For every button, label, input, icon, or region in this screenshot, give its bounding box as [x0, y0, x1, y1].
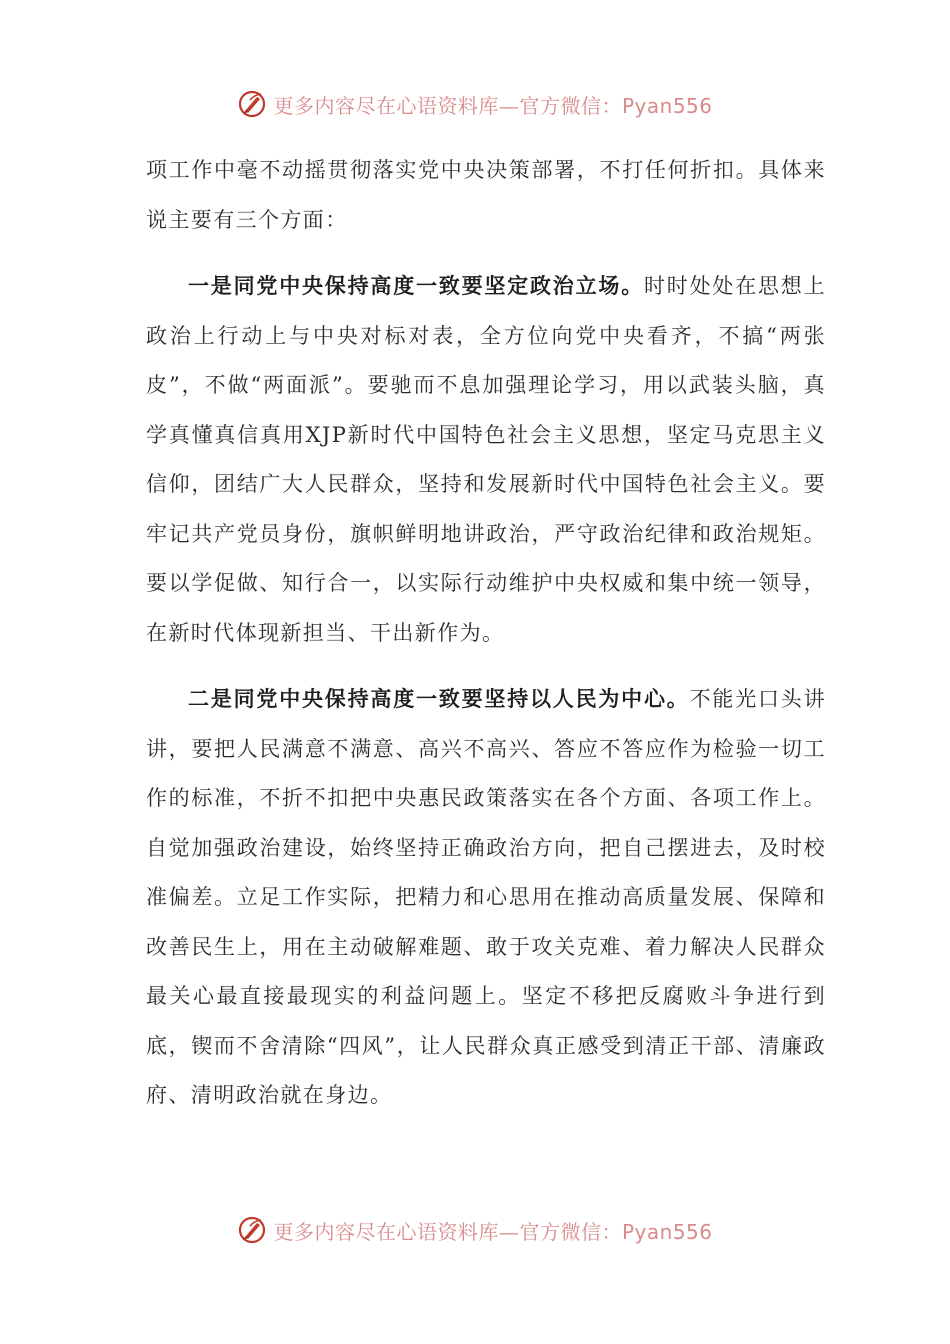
- footer-banner: [0, 1210, 950, 1250]
- point1-lead: 一是同党中央保持高度一致要坚定政治立场。: [188, 273, 644, 298]
- point1-paragraph: [146, 261, 826, 658]
- footer-wechat-id: Pyan556: [621, 1219, 713, 1244]
- point2-paragraph: [146, 674, 826, 1121]
- header-wechat-label: 官方微信：: [519, 93, 622, 118]
- point2-text: 不能光口头讲讲，要把人民满意不满意、高兴不高兴、答应不答应作为检验一切工作的标准，不折不扣把中央惠民政策落实在各个方面、各项工作上。自觉加强政治建设，始终坚持正确政治方向，把自己摆进去，及时校准偏差。立足工作实际，把精力和心思用在推动高质量发展、保障和改善民生上，用在主动破解难题、敢于攻关克难、着力解决人民群众最关心最直接最现实的利益问题上。坚定不移把反腐败斗争进行到底，锲而不舍清除“四风”，让人民群众真正感受到清正干部、清廉政府、清明政治就在身边。: [146, 687, 826, 1107]
- header-banner: [0, 84, 950, 124]
- point2-lead: 二是同党中央保持高度一致要坚持以人民为中心。: [188, 686, 690, 711]
- header-banner-text: [273, 90, 712, 119]
- footer-banner-text: [273, 1216, 712, 1245]
- intro-paragraph: 项工作中毫不动摇贯彻落实党中央决策部署，不打任何折扣。具体来说主要有三个方面：: [146, 158, 826, 232]
- footer-wechat-label: 官方微信：: [519, 1219, 622, 1244]
- document-body: [146, 146, 826, 1121]
- header-wechat-id: Pyan556: [621, 93, 713, 118]
- header-separator: —: [498, 93, 520, 118]
- footer-separator: —: [498, 1219, 520, 1244]
- footer-title: 更多内容尽在心语资料库: [273, 1219, 499, 1244]
- point1-text: 时时处处在思想上政治上行动上与中央对标对表，全方位向党中央看齐，不搞“两张皮”，不做“两面派”。要驰而不息加强理论学习，用以武装头脑，真学真懂真信真用XJP新时代中国特色社会主义思想，坚定马克思主义信仰，团结广大人民群众，坚持和发展新时代中国特色社会主义。要牢记共产党员身份，旗帜鲜明地讲政治，严守政治纪律和政治规矩。要以学促做、知行合一，以实际行动维护中央权威和集中统一领导，在新时代体现新担当、干出新作为。: [146, 274, 826, 645]
- header-title: 更多内容尽在心语资料库: [273, 93, 499, 118]
- quill-pen-logo-icon: [237, 1215, 267, 1245]
- quill-pen-logo-icon: [237, 89, 267, 119]
